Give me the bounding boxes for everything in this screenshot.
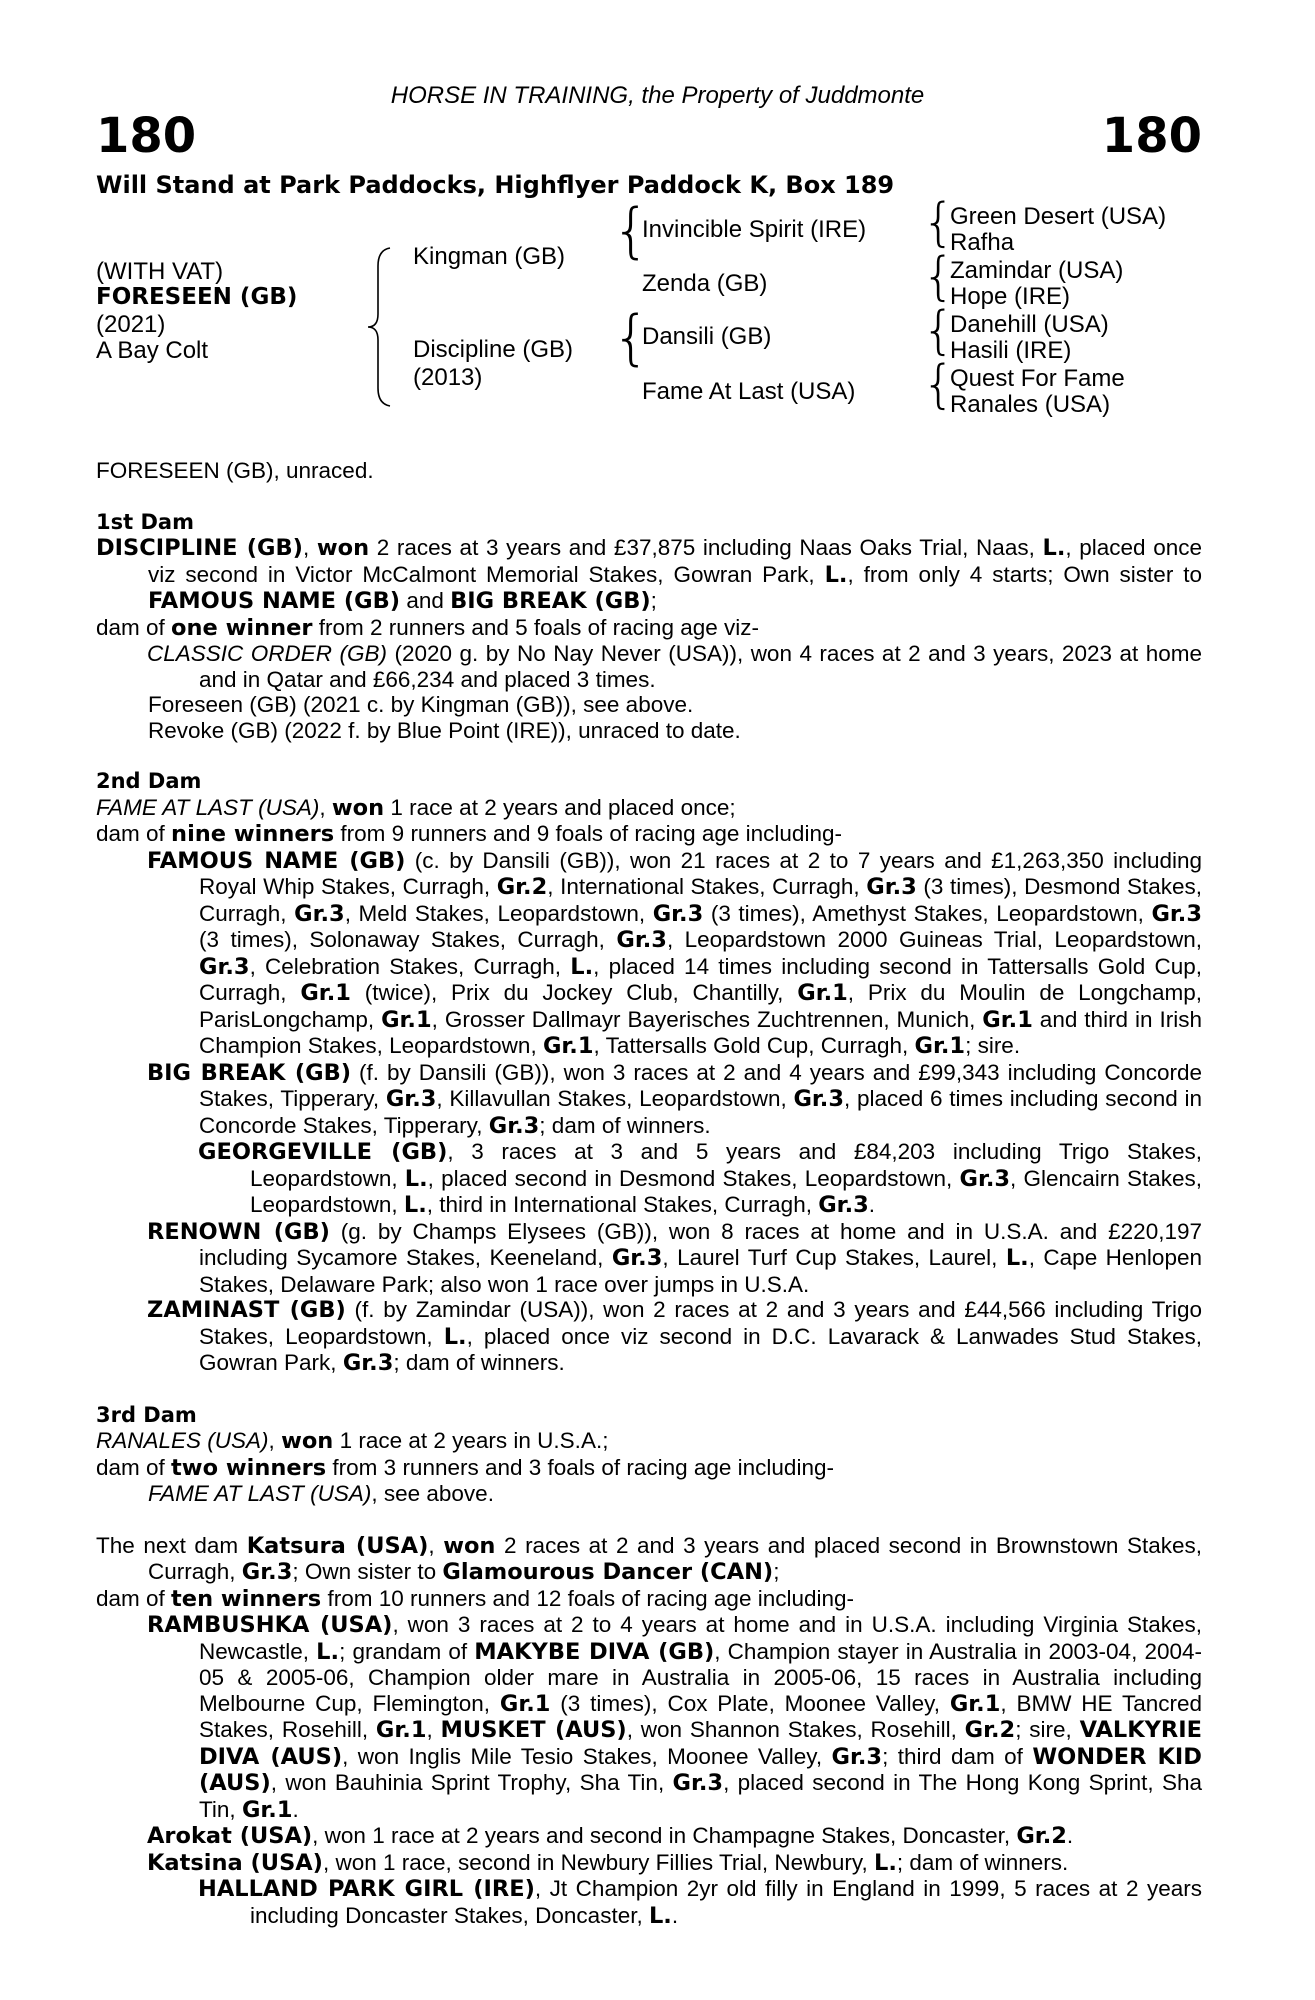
bracket-sire-line: { <box>612 196 651 266</box>
produce-halland-park-girl: HALLAND PARK GIRL (IRE), Jt Champion 2yr old filly in England in 1999, 5 races at 2 years including Doncaster Stakes, Doncaster, L.. <box>198 1876 1203 1929</box>
pedigree-sire-dam: Zenda (GB) <box>642 270 768 297</box>
pedigree-gen3-danehill: Danehill (USA) <box>950 311 1109 338</box>
pedigree-dam-dam: Fame At Last (USA) <box>642 378 856 405</box>
produce-georgeville: GEORGEVILLE (GB), 3 races at 3 and 5 years and £84,203 including Trigo Stakes, Leopardstown, L., placed second in Desmond Stakes, Leopardstown, Gr.3, Glencairn Stakes, Leopardstown, L., third in International Stakes, Curragh, Gr.3. <box>198 1139 1202 1218</box>
produce-renown: RENOWN (GB) (g. by Champs Elysees (GB)), won 8 races at home and in U.S.A. and £220,197 including Sycamore Stakes, Keeneland, Gr.3, Laurel Turf Cup Stakes, Laurel, L., Cape Henlopen Stakes, Delaware Park; also won 1 race over jumps in U.S.A. <box>147 1218 1202 1297</box>
first-dam-heading: 1st Dam <box>96 509 194 534</box>
produce-famous-name: FAMOUS NAME (GB) (c. by Dansili (GB)), won 21 races at 2 to 7 years and £1,263,350 including Royal Whip Stakes, Curragh, Gr.2, International Stakes, Curragh, Gr.3 (3 times), Desmond Stakes, Curragh, Gr.3, Meld Stakes, Leopardstown, Gr.3 (3 times), Amethyst Stakes, Leopardstown, Gr.3 (3 times), Solonaway Stakes, Curragh, Gr.3, Leopardstown 2000 Guineas Trial, Leopardstown, Gr.3, Celebration Stakes, Curragh, L., placed 14 times including second in Tattersalls Gold Cup, Curragh, Gr.1 (twice), Prix du Jockey Club, Chantilly, Gr.1, Prix du Moulin de Longchamp, ParisLongchamp, Gr.1, Grosser Dallmayr Bayerisches Zuchtrennen, Munich, Gr.1 and third in Irish Champion Stakes, Leopardstown, Gr.1, Tattersalls Gold Cup, Curragh, Gr.1; sire. <box>147 847 1202 1059</box>
bracket-gen3-2: { <box>922 247 956 307</box>
page-header-title: HORSE IN TRAINING, the Property of Juddmonte <box>390 82 925 109</box>
pedigree-gen3-zamindar: Zamindar (USA) <box>950 257 1124 284</box>
produce-arokat: Arokat (USA), won 1 race at 2 years and second in Champagne Stakes, Doncaster, Gr.2. <box>147 1823 1074 1849</box>
horse-description: A Bay Colt <box>96 337 209 364</box>
horse-year: (2021) <box>96 311 166 338</box>
third-dam-record: RANALES (USA), won 1 race at 2 years in U.S.A.; <box>96 1428 609 1454</box>
pedigree-dam-year: (2013) <box>413 364 483 391</box>
pedigree-dam: Discipline (GB) <box>413 336 574 363</box>
lot-number-left: 180 <box>96 108 197 164</box>
produce-rambushka: RAMBUSHKA (USA), won 3 races at 2 to 4 years at home and in U.S.A. including Virginia Stakes, Newcastle, L.; grandam of MAKYBE DIVA (GB), Champion stayer in Australia in 2003-04, 2004-05 & 2005-06, Champion older mare in Australia in 2005-06, 15 races in Australia including Melbourne Cup, Flemington, Gr.1 (3 times), Cox Plate, Moonee Valley, Gr.1, BMW HE Tancred Stakes, Rosehill, Gr.1, MUSKET (AUS), won Shannon Stakes, Rosehill, Gr.2; sire, VALKYRIE DIVA (AUS), won Inglis Mile Tesio Stakes, Moonee Valley, Gr.3; third dam of WONDER KID (AUS), won Bauhinia Sprint Trophy, Sha Tin, Gr.3, placed second in The Hong Kong Sprint, Sha Tin, Gr.1. <box>147 1612 1202 1823</box>
bracket-gen3-1: { <box>922 193 956 253</box>
second-dam-record: FAME AT LAST (USA), won 1 race at 2 years and placed once; <box>96 794 736 821</box>
first-dam-record: DISCIPLINE (GB), won 2 races at 3 years and £37,875 including Naas Oaks Trial, Naas, L., placed once viz second in Victor McCalmont Memorial Stakes, Gowran Park, L., from only 4 starts; Own sister to FAMOUS NAME (GB) and BIG BREAK (GB); <box>96 535 1202 614</box>
horse-name: FORESEEN (GB) <box>96 284 298 310</box>
pedigree-gen3-quest-for-fame: Quest For Fame <box>950 365 1125 392</box>
pedigree-sire-sire: Invincible Spirit (IRE) <box>642 216 867 243</box>
produce-classic-order: CLASSIC ORDER (GB) (2020 g. by No Nay Never (USA)), won 4 races at 2 and 3 years, 2023 at home and in Qatar and £66,234 and placed 3 times. <box>147 641 1202 692</box>
pedigree-gen3-hope: Hope (IRE) <box>950 283 1071 310</box>
horse-vat: (WITH VAT) <box>96 258 224 285</box>
catalogue-body <box>96 458 1202 1929</box>
produce-revoke: Revoke (GB) (2022 f. by Blue Point (IRE)), unraced to date. <box>148 717 741 743</box>
third-dam-produce-summary: dam of two winners from 3 runners and 3 foals of racing age including- <box>96 1454 834 1481</box>
pedigree-sire: Kingman (GB) <box>413 243 566 270</box>
next-dam-produce-summary: dam of ten winners from 10 runners and 12 foals of racing age including- <box>96 1585 855 1612</box>
produce-zaminast: ZAMINAST (GB) (f. by Zamindar (USA)), won 2 races at 2 and 3 years and £44,566 including Trigo Stakes, Leopardstown, L., placed once viz second in D.C. Lavarack & Lanwades Stud Stakes, Gowran Park, Gr.3; dam of winners. <box>147 1297 1202 1376</box>
third-dam-heading: 3rd Dam <box>96 1402 197 1427</box>
produce-katsina: Katsina (USA), won 1 race, second in Newbury Fillies Trial, Newbury, L.; dam of winners. <box>147 1849 1069 1876</box>
pedigree-bracket-main <box>366 244 400 410</box>
pedigree-gen3-green-desert: Green Desert (USA) <box>950 203 1167 230</box>
bracket-dam-line: { <box>612 303 651 373</box>
produce-fame-at-last: FAME AT LAST (USA), see above. <box>148 1481 494 1506</box>
stable-location: Will Stand at Park Paddocks, Highflyer Paddock K, Box 189 <box>96 171 895 199</box>
pedigree-gen3-ranales: Ranales (USA) <box>950 391 1111 418</box>
pedigree-dam-sire: Dansili (GB) <box>642 323 772 350</box>
pedigree-gen3-hasili: Hasili (IRE) <box>950 337 1072 364</box>
second-dam-produce-summary: dam of nine winners from 9 runners and 9 foals of racing age including- <box>96 821 842 847</box>
lot-number-right: 180 <box>1101 108 1202 164</box>
pedigree-gen3-rafha: Rafha <box>950 229 1015 256</box>
next-dam-record: The next dam Katsura (USA), won 2 races at 2 and 3 years and placed second in Brownstown Stakes, Curragh, Gr.3; Own sister to Glamourous Dancer (CAN); <box>96 1532 1202 1585</box>
produce-foreseen: Foreseen (GB) (2021 c. by Kingman (GB)), see above. <box>148 692 694 717</box>
race-record: FORESEEN (GB), unraced. <box>96 458 374 483</box>
bracket-gen3-3: { <box>922 301 956 361</box>
bracket-gen3-4: { <box>922 355 956 415</box>
second-dam-heading: 2nd Dam <box>96 769 202 793</box>
first-dam-produce-summary: dam of one winner from 2 runners and 5 foals of racing age viz- <box>96 614 759 641</box>
produce-big-break: BIG BREAK (GB) (f. by Dansili (GB)), won 3 races at 2 and 4 years and £99,343 including Concorde Stakes, Tipperary, Gr.3, Killavullan Stakes, Leopardstown, Gr.3, placed 6 times including second in Concorde Stakes, Tipperary, Gr.3; dam of winners. <box>147 1059 1202 1139</box>
